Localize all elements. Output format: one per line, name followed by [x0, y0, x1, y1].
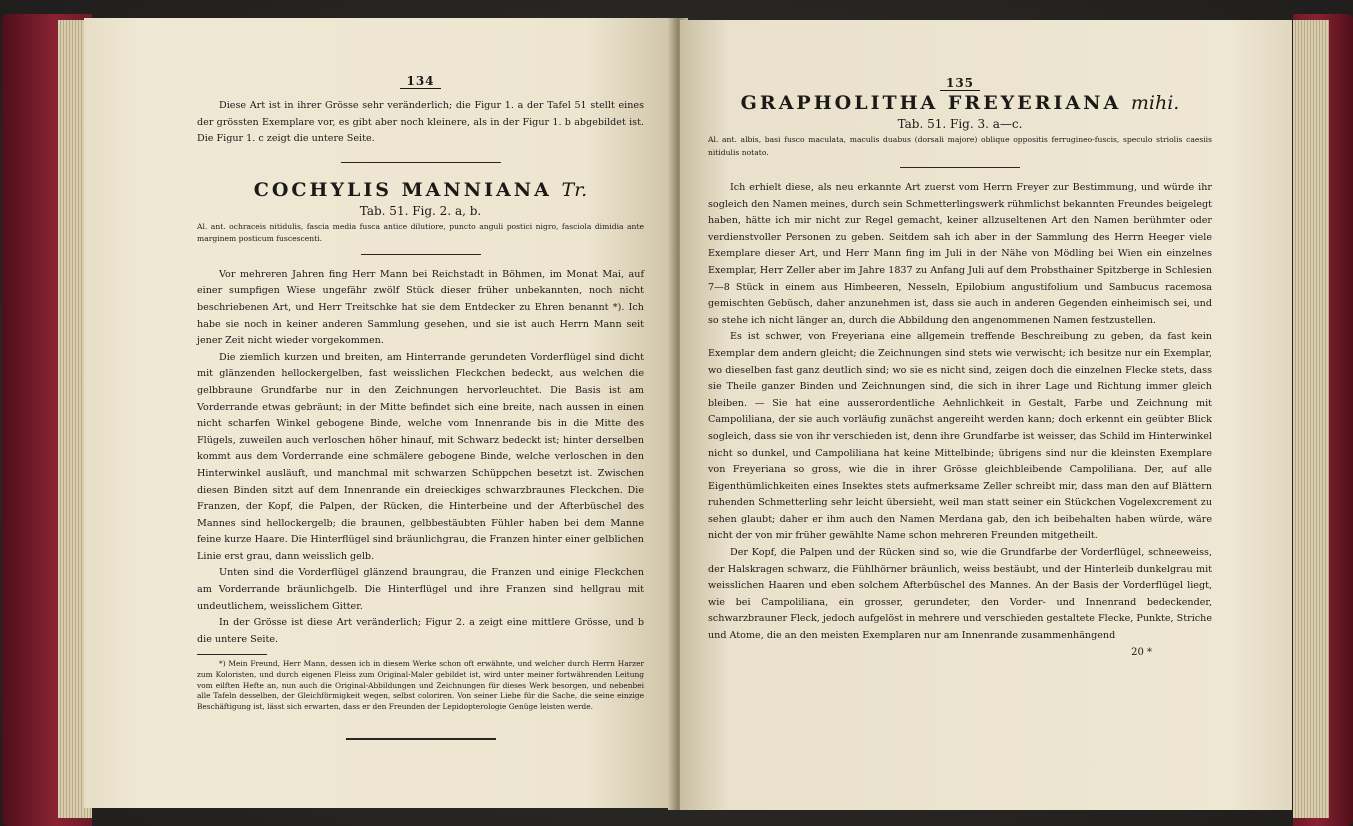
- body-paragraph: Es ist schwer, von Freyeriana eine allgemein treffende Beschreibung zu geben, da fast kein Exemplar dem andern gleicht; die Zeichnungen sind stets wie verwischt; ich besitze nur ein Exemplar, wo dieselben fast ganz deutlich sind; wo sie es nicht sind, zeigen doch die einzelnen Flecke stets, dass sie Theile ganzer Binden und Zeichnungen sind, die sich in ihrer Lage und Richtung immer gleich bleiben. — Sie hat eine ausserordentliche Aehnlichkeit in Gestalt, Farbe und Zeichnung mit Campoliliana, der sie auch vorläufig zunächst angereiht werden kann; doch erkennt ein geübter Blick sogleich, dass sie von ihr verschieden ist, denn ihre Grundfarbe ist weisser, das Schild im Hinterwinkel nicht so dunkel, und Campoliliana hat keine Mittelbinde; übrigens sind nur die kleinsten Exemplare von Freyeriana so gross, wie die in ihrer Grösse gleichbleibende Campoliliana. Der, auf alle Eigenthümlichkeiten eines Insektes stets aufmerksame Zeller schreibt mir, dass man den auf Blättern ruhenden Schmetterling sehr leicht übersieht, weil man statt seiner ein Stückchen Vogelexcrement zu sehen glaubt; daher er ihm auch den Namen Merdana gab, den ich beibehalten haben würde, wäre nicht der von mir früher gewählte Name schon mehreren Freunden mitgetheilt.: [708, 331, 1212, 542]
- body-paragraph: Der Kopf, die Palpen und der Rücken sind so, wie die Grundfarbe der Vorderflügel, schneeweiss, der Halskragen schwarz, die Fühlhörner bräunlich, weiss bestäubt, und der Hinterleib dunkelgrau mit weisslichen Haaren und eben solchem Afterbüschel des Mannes. An der Basis der Vorderflügel liegt, wie bei Campoliliana, ein grosser, gerundeter, den Vorder- und Innenrand bedeckender, schwarzbrauner Fleck, jedoch aufgelöst in mehrere und verschieden gestaltete Flecke, Punkte, Striche und Atome, die an den meisten Exemplaren nur am Innenrande zusammenhängend: [708, 547, 1212, 642]
- section-divider: [341, 162, 501, 163]
- latin-diagnosis-right: Al. ant. albis, basi fusco maculata, maculis duabus (dorsali majore) oblique oppositis ferrugineo-fuscis, speculo striolis caesiis nitidulis notato.: [708, 135, 1212, 157]
- body-paragraph: Unten sind die Vorderflügel glänzend braungrau, die Franzen und einige Fleckchen am Vorderrande bräunlichgelb. Die Hinterflügel und ihre Franzen sind hellgrau mit undeutlichem, weisslichem Gitter.: [197, 567, 644, 612]
- footnote: *) Mein Freund, Herr Mann, dessen ich in diesem Werke schon oft erwähnte, und welcher durch Herrn Harzer zum Koloristen, und durch eigenen Fleiss zum Original-Maler gebildet ist, wird unter meiner fortwährenden Leitung vom eilften Hefte an, nun auch die Original-Abbildungen und Zeichnungen für dieses Werk besorgen, und nebenbei alle Tafeln desselben, der Gleichförmigkeit wegen, selbst coloriren. Von seiner Liebe für die Sache, die seine einzige Beschäftigung ist, lässt sich erwarten, dass er den Freunden der Lepidopterologie Genüge leisten werde.: [197, 659, 644, 711]
- body-paragraph: Die ziemlich kurzen und breiten, am Hinterrande gerundeten Vorderflügel sind dicht mit glänzenden hellockergelben, fast weisslichen Fleckchen bedeckt, aus welchen die gelbbraune Grundfarbe nur in den Zeichnungen hervorleuchtet. Die Basis ist am Vorderrande etwas gebräunt; in der Mitte befindet sich eine breite, nach aussen in einen nicht scharfen Winkel gebogene Binde, welche vom Innenrande bis in die Mitte des Flügels, zuweilen auch verloschen höher hinauf, mit Schwarz bedeckt ist; hinter derselben kommt aus dem Vorderrande eine schmälere gebogene Binde, welche verloschen in den Hinterwinkel ausläuft, und manchmal mit schwarzen Schüppchen besetzt ist. Zwischen diesen Binden sitzt auf dem Innenrande ein dreieckiges schwarzbraunes Fleckchen. Die Franzen, der Kopf, die Palpen, der Rücken, die Hinterbeine und der Afterbüschel des Mannes sind hellockergelb; die braunen, gelbbestäubten Fühler haben bei dem Manne feine kurze Haare. Die Hinterflügel sind bräunlichgrau, die Franzen hinter einer gelblichen Linie erst grau, dann weisslich gelb.: [197, 351, 644, 562]
- body-paragraph: Ich erhielt diese, als neu erkannte Art zuerst vom Herrn Freyer zur Bestimmung, und würde ihr sogleich den Namen meines, durch sein Schmetterlingswerk rühmlichst bekannten Freundes beigelegt haben, hätte ich mir nicht zur Regel gemacht, keiner allzuseltenen Art den Namen berühmter oder verdienstvoller Personen zu geben. Seitdem sah ich aber in der Sammlung des Herrn Heeger viele Exemplare dieser Art, und Herr Mann fing im Juli in der Nähe von Mödling bei Wien ein einzelnes Exemplar, Herr Zeller aber im Jahre 1837 zu Anfang Juli auf dem Probsthainer Spitzberge in Schlesien 7—8 Stück in einem aus Himbeeren, Nesseln, Epilobium angustifolium und Sambucus racemosa gemischten Gebüsch, daher anzunehmen ist, dass sie auch in anderen Gegenden einheimisch sei, und so stehe ich nicht länger an, durch die Abbildung den angenommenen Namen festzustellen.: [708, 182, 1212, 326]
- plate-reference-right: Tab. 51. Fig. 3. a—c.: [897, 117, 1023, 131]
- left-page: [84, 18, 674, 808]
- left-page-number: 134: [197, 74, 644, 88]
- diagnosis-divider: [900, 167, 1020, 168]
- signature-mark: 20 *: [1131, 646, 1152, 658]
- body-paragraph: Vor mehreren Jahren fing Herr Mann bei Reichstadt in Böhmen, im Monat Mai, auf einer sumpfigen Wiese ungefähr zwölf Stück dieser früher unbekannten, noch nicht beschriebenen Art, und Herr Treitschke hat sie dem Entdecker zu Ehren benannt *). Ich habe sie noch in keiner anderen Sammlung gesehen, und sie ist auch Herrn Mann seit jener Zeit nicht wieder vorgekommen.: [197, 268, 644, 347]
- page-edges-right: [1293, 20, 1329, 818]
- right-page-number: 135: [708, 76, 1212, 90]
- footnote-divider: [197, 654, 267, 655]
- diagnosis-divider: [361, 254, 481, 255]
- species-title-cochylis: COCHYLIS MANNIANA Tr.: [253, 178, 588, 201]
- species-title-grapholitha: GRAPHOLITHA FREYERIANA mihi.: [740, 92, 1180, 114]
- end-rule: [346, 738, 496, 740]
- right-page: [680, 20, 1292, 810]
- latin-diagnosis-left: Al. ant. ochraceis nitidulis, fascia media fusca antice dilutiore, puncto anguli postici nigro, fasciola dimidia ante marginem posticum fuscescenti.: [197, 221, 644, 244]
- body-paragraph: In der Grösse ist diese Art veränderlich; Figur 2. a zeigt eine mittlere Grösse, und b die untere Seite.: [197, 617, 644, 645]
- plate-reference-left: Tab. 51. Fig. 2. a, b.: [359, 203, 482, 218]
- intro-paragraph: Diese Art ist in ihrer Grösse sehr veränderlich; die Figur 1. a der Tafel 51 stellt eines der grössten Exemplare vor, es gibt aber noch kleinere, als in der Figur 1. b abgebildet ist. Die Figur 1. c zeigt die untere Seite.: [197, 100, 644, 145]
